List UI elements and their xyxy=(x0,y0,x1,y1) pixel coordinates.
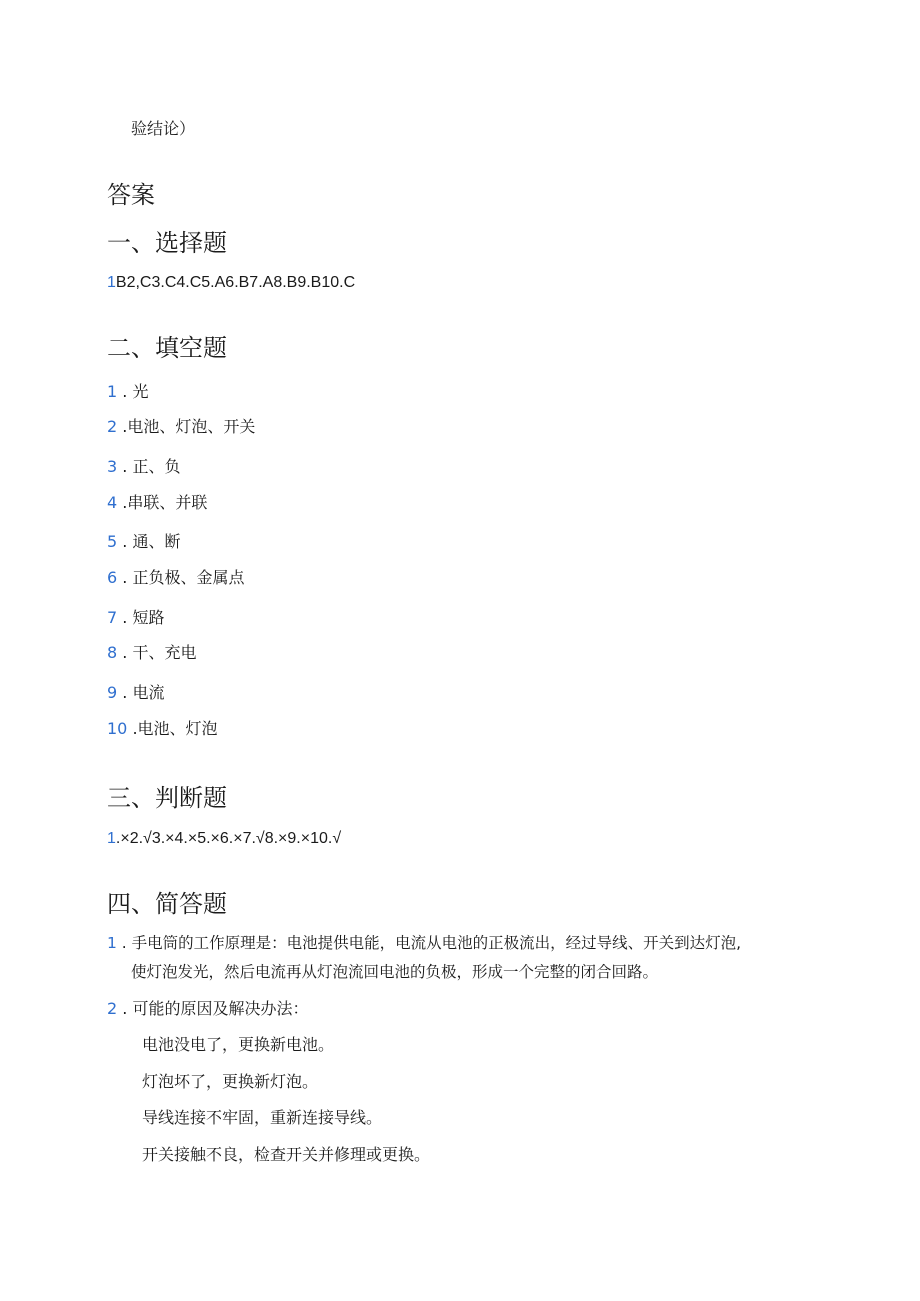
fill-item xyxy=(107,565,244,588)
fill-item-text: .电池、灯泡、开关 xyxy=(117,417,256,436)
section-fill-title: 二、填空题 xyxy=(107,334,227,362)
choice-answer-text: B2,C3.C4.C5.A6.B7.A8.B9.B10.C xyxy=(115,274,356,291)
judge-answer-text: .×2.√3.×4.×5.×6.×7.√8.×9.×10.√ xyxy=(115,830,342,847)
fill-item xyxy=(107,490,207,513)
fill-item-text: . 正、负 xyxy=(117,457,181,476)
fill-item xyxy=(107,414,255,437)
fill-item xyxy=(107,529,180,552)
answer-heading: 答案 xyxy=(107,181,155,209)
fill-item-text: .电池、灯泡 xyxy=(127,719,218,738)
short-q1-line1 xyxy=(107,931,741,953)
fill-item xyxy=(107,640,196,663)
short-q2-item: 开关接触不良，检查开关并修理或更换。 xyxy=(142,1145,431,1164)
short-q2-item: 灯泡坏了，更换新灯泡。 xyxy=(142,1072,319,1091)
short-q2 xyxy=(107,996,308,1019)
fill-item xyxy=(107,680,164,703)
continuation-text: 验结论） xyxy=(131,119,196,138)
fill-item-number: 5 xyxy=(107,532,118,551)
judge-answers xyxy=(107,828,341,848)
short-q2-item: 导线连接不牢固，重新连接导线。 xyxy=(142,1108,383,1127)
short-q1-text: . 手电筒的工作原理是：电池提供电能，电流从电池的正极流出，经过导线、开关到达灯泡, xyxy=(116,934,742,952)
fill-item-number: 10 xyxy=(107,719,128,738)
short-q2-text: . 可能的原因及解决办法： xyxy=(117,999,309,1018)
fill-item xyxy=(107,454,180,477)
fill-item-number: 1 xyxy=(107,382,118,401)
fill-item-text: . 光 xyxy=(117,382,149,401)
section-short-title: 四、简答题 xyxy=(107,890,227,918)
choice-answers xyxy=(107,272,355,292)
section-judge-title: 三、判断题 xyxy=(107,784,227,812)
fill-item-number: 8 xyxy=(107,643,118,662)
fill-item-text: . 通、断 xyxy=(117,532,181,551)
fill-item xyxy=(107,716,218,739)
fill-item xyxy=(107,379,148,402)
fill-item-number: 3 xyxy=(107,457,118,476)
fill-item-text: . 短路 xyxy=(117,608,165,627)
fill-item-number: 2 xyxy=(107,417,118,436)
short-q2-item: 电池没电了，更换新电池。 xyxy=(142,1035,335,1054)
fill-item-number: 7 xyxy=(107,608,118,627)
fill-item xyxy=(107,605,164,628)
fill-item-number: 9 xyxy=(107,683,118,702)
judge-answer-number: 1 xyxy=(107,830,116,847)
short-q2-number: 2 xyxy=(107,999,118,1018)
fill-item-text: . 正负极、金属点 xyxy=(117,568,245,587)
short-q1-line2: 使灯泡发光，然后电流再从灯泡流回电池的负极，形成一个完整的闭合回路。 xyxy=(131,963,659,981)
fill-item-number: 4 xyxy=(107,493,118,512)
short-q1-number: 1 xyxy=(107,934,117,952)
fill-item-number: 6 xyxy=(107,568,118,587)
fill-item-text: . 干、充电 xyxy=(117,643,197,662)
fill-item-text: .串联、并联 xyxy=(117,493,208,512)
choice-answer-number: 1 xyxy=(107,274,116,291)
section-choice-title: 一、选择题 xyxy=(107,229,227,257)
fill-item-text: . 电流 xyxy=(117,683,165,702)
